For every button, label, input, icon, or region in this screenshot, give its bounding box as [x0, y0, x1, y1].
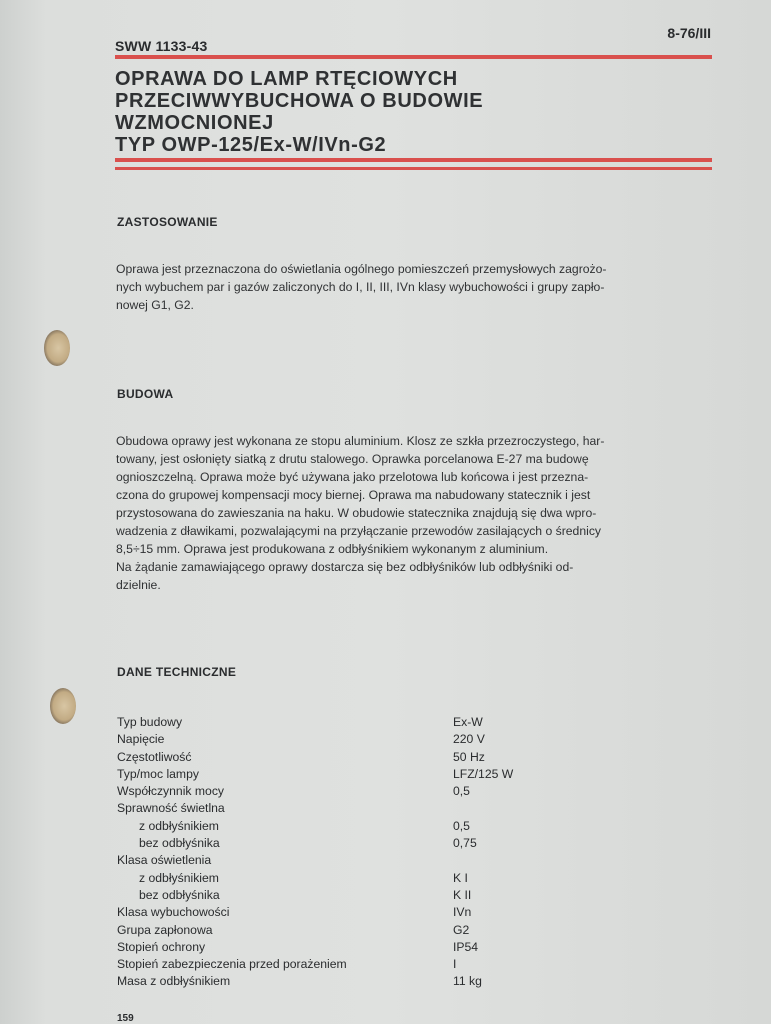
spec-label: Grupa zapłonowa [117, 922, 213, 937]
text-line: nowej G1, G2. [116, 298, 194, 312]
spec-row [117, 749, 597, 766]
text-line: towany, jest osłonięty siatką z drutu stalowego. Oprawka porcelanowa E-27 ma budowę [116, 452, 589, 466]
spec-value: 50 Hz [453, 749, 485, 764]
title-line: OPRAWA DO LAMP RTĘCIOWYCH [115, 68, 458, 90]
paragraph-budowa [116, 432, 712, 594]
text-line: wadzenia z dławikami, pozwalającymi na przyłączanie przewodów zasilających o średnicy [116, 524, 602, 538]
text-line: przystosowana do zawieszania na haku. W obudowie statecznika znajdują się dwa wpro- [116, 506, 597, 520]
spec-label: Napięcie [117, 732, 165, 747]
spec-row [117, 904, 597, 921]
title-line: TYP OWP-125/Ex-W/IVn-G2 [115, 134, 387, 156]
binder-hole [44, 330, 70, 366]
spec-value: 0,5 [453, 784, 470, 799]
title-line: WZMOCNIONEJ [115, 112, 274, 134]
technical-data-table [117, 714, 597, 991]
spec-value: K II [453, 887, 472, 902]
text-line: nych wybuchem par i gazów zaliczonych do I, II, III, IVn klasy wybuchowości i grupy zapło- [116, 280, 605, 294]
spec-label: Stopień ochrony [117, 939, 206, 954]
spec-row [117, 852, 597, 869]
text-line: dzielnie. [116, 578, 161, 592]
spec-label: Klasa wybuchowości [117, 905, 230, 920]
page-number: 159 [117, 1013, 134, 1024]
spec-label: Masa z odbłyśnikiem [117, 974, 231, 989]
spec-value: 0,75 [453, 836, 477, 851]
spec-value: LFZ/125 W [453, 766, 514, 781]
text-line: ognioszczelną. Oprawa może być używana jako przelotowa lub końcowa i jest przezna- [116, 470, 589, 484]
spec-label: bez odbłyśnika [139, 887, 220, 902]
text-line: 8,5÷15 mm. Oprawa jest produkowana z odbłyśnikiem wykonanym z aluminium. [116, 542, 549, 556]
title-divider-lower [115, 167, 712, 170]
spec-row [117, 835, 597, 852]
spec-row [117, 731, 597, 748]
spec-label: z odbłyśnikiem [139, 818, 219, 833]
spec-value: Ex-W [453, 715, 483, 729]
spec-row [117, 818, 597, 835]
spec-label: Częstotliwość [117, 749, 192, 764]
spec-label: Współczynnik mocy [117, 784, 225, 799]
spec-value: G2 [453, 922, 470, 937]
spec-row [117, 887, 597, 904]
spec-label: Stopień zabezpieczenia przed porażeniem [117, 957, 347, 972]
spec-label: z odbłyśnikiem [139, 870, 219, 885]
spec-label: Typ/moc lampy [117, 766, 199, 781]
spec-row [117, 973, 597, 990]
spec-row [117, 939, 597, 956]
title-divider [115, 158, 712, 162]
top-divider [115, 55, 712, 59]
spec-label: bez odbłyśnika [139, 836, 220, 851]
spec-row [117, 800, 597, 817]
spec-row [117, 956, 597, 973]
spec-row [117, 870, 597, 887]
spec-value: K I [453, 870, 468, 885]
section-heading-budowa: BUDOWA [117, 387, 174, 401]
paragraph-zastosowanie [116, 260, 712, 314]
spec-value: I [453, 957, 457, 972]
spec-value: IVn [453, 905, 472, 920]
sheet-number: 8-76/III [667, 25, 711, 41]
text-line: czona do grupowej kompensacji mocy biernej. Oprawa ma nabudowany statecznik i jest [116, 488, 591, 502]
section-heading-zastosowanie: ZASTOSOWANIE [117, 215, 218, 229]
spec-row [117, 766, 597, 783]
section-heading-dane-techniczne: DANE TECHNICZNE [117, 665, 237, 679]
spec-row [117, 783, 597, 800]
standard-code: SWW 1133-43 [115, 38, 208, 54]
spec-row [117, 714, 597, 731]
spec-value: 11 kg [453, 974, 482, 989]
spec-row [117, 922, 597, 939]
text-line: Na żądanie zamawiającego oprawy dostarcza się bez odbłyśników lub odbłyśniki od- [116, 560, 574, 574]
title-line: PRZECIWWYBUCHOWA O BUDOWIE [115, 90, 484, 112]
document-title [115, 68, 715, 156]
spec-label: Sprawność świetlna [117, 801, 225, 816]
text-line: Obudowa oprawy jest wykonana ze stopu aluminium. Klosz ze szkła przezroczystego, har- [116, 434, 605, 448]
spec-label: Klasa oświetlenia [117, 853, 212, 868]
spec-value: IP54 [453, 939, 479, 954]
text-line: Oprawa jest przeznaczona do oświetlania ogólnego pomieszczeń przemysłowych zagrożo- [116, 262, 607, 276]
spec-value: 220 V [453, 732, 485, 747]
spec-label: Typ budowy [117, 715, 183, 729]
spec-value: 0,5 [453, 818, 470, 833]
binder-hole [50, 688, 76, 724]
